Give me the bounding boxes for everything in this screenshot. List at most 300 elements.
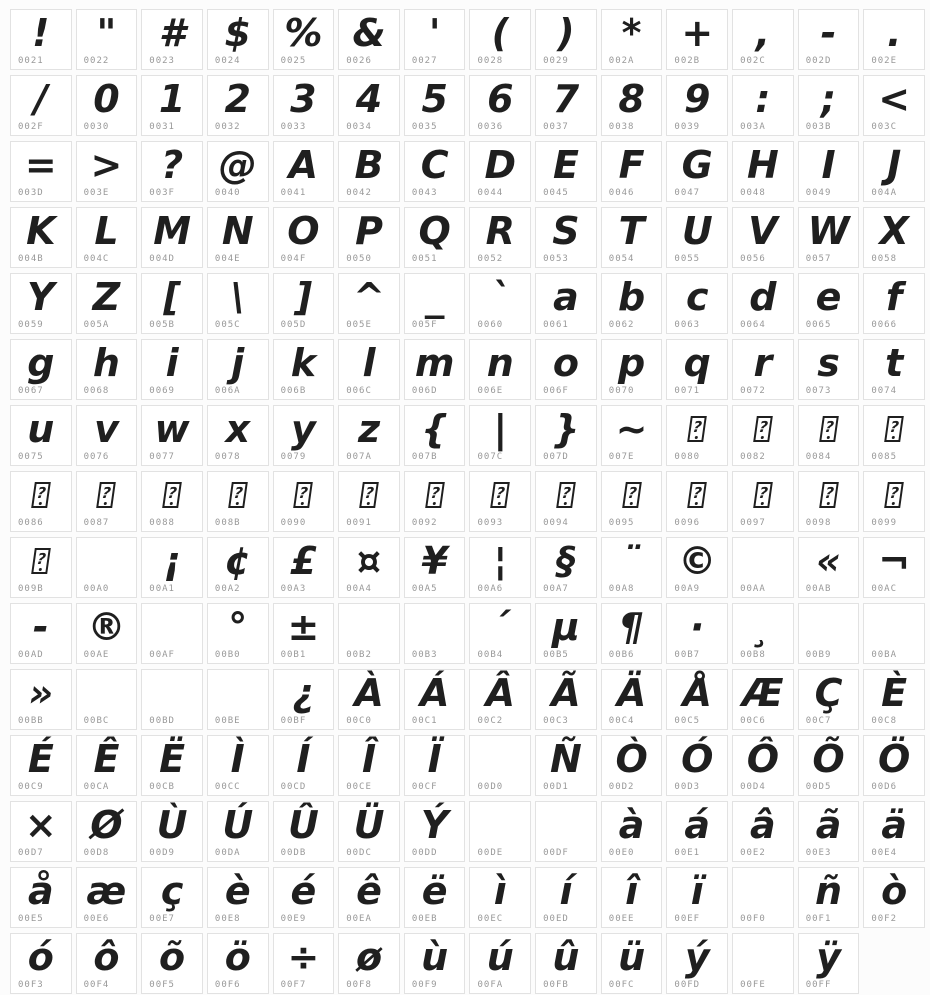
codepoint-label: 00C9 — [18, 782, 44, 792]
codepoint-label: 00AF — [149, 650, 175, 660]
codepoint-label: 00E3 — [805, 848, 832, 858]
glyph-cell — [601, 867, 663, 928]
glyph-box — [799, 538, 859, 584]
glyph-cell — [76, 867, 138, 928]
codepoint-label: 006D — [411, 386, 438, 396]
glyph-cell — [863, 735, 925, 796]
codepoint-label: 00E4 — [871, 848, 898, 858]
glyph-box — [536, 472, 596, 518]
glyph: : — [755, 77, 771, 121]
glyph-cell — [535, 141, 597, 202]
glyph-box — [339, 274, 399, 320]
codepoint-label: 0095 — [608, 518, 635, 528]
glyph-box — [11, 10, 71, 56]
glyph-cell — [10, 471, 72, 532]
glyph: & — [352, 11, 386, 55]
glyph: M — [153, 209, 192, 253]
glyph: r — [753, 341, 773, 385]
glyph-cell — [863, 141, 925, 202]
codepoint-label: 00A7 — [543, 584, 569, 594]
codepoint-label: 00DE — [477, 848, 504, 858]
glyph-box — [339, 406, 399, 452]
glyph: ù — [421, 935, 449, 979]
glyph-cell — [338, 471, 400, 532]
glyph: b — [618, 275, 646, 319]
codepoint-label: 008B — [214, 518, 241, 528]
glyph-cell — [601, 933, 663, 994]
glyph-cell — [207, 9, 269, 70]
glyph-cell — [404, 801, 466, 862]
codepoint-label: 00B7 — [674, 650, 701, 660]
glyph: Ó — [681, 737, 714, 781]
codepoint-label: 0035 — [411, 122, 438, 132]
codepoint-label: 0078 — [214, 452, 241, 462]
glyph-box — [667, 406, 727, 452]
glyph-cell — [404, 9, 466, 70]
glyph-box — [11, 868, 71, 914]
glyph-cell — [469, 735, 531, 796]
codepoint-label: 003D — [18, 188, 44, 198]
glyph: Ù — [156, 803, 188, 847]
glyph: | — [493, 407, 508, 451]
glyph-box — [536, 736, 596, 782]
codepoint-label: 00FA — [477, 980, 504, 990]
glyph-cell — [76, 9, 138, 70]
glyph: å — [27, 869, 54, 913]
glyph: Ñ — [550, 737, 582, 781]
glyph-cell — [207, 339, 269, 400]
glyph-box — [405, 868, 465, 914]
glyph-box — [602, 868, 662, 914]
glyph-box — [142, 142, 202, 188]
codepoint-label: 005C — [214, 320, 241, 330]
glyph-box — [733, 208, 793, 254]
glyph-box — [339, 670, 399, 716]
codepoint-label: 007E — [608, 452, 635, 462]
codepoint-label: 0093 — [477, 518, 504, 528]
glyph: Ë — [159, 737, 186, 781]
codepoint-label: 0045 — [543, 188, 569, 198]
glyph-box — [602, 802, 662, 848]
glyph-cell — [863, 9, 925, 70]
glyph-box — [208, 802, 268, 848]
glyph: } — [552, 407, 580, 451]
glyph-cell — [798, 273, 860, 334]
glyph-cell — [469, 141, 531, 202]
glyph: × — [24, 803, 57, 847]
glyph-box — [733, 736, 793, 782]
glyph: µ — [551, 605, 580, 649]
glyph-cell — [338, 405, 400, 466]
glyph-box — [864, 274, 924, 320]
glyph-cell — [469, 537, 531, 598]
glyph-cell — [141, 141, 203, 202]
codepoint-label: 00A0 — [83, 584, 110, 594]
glyph-box — [864, 868, 924, 914]
glyph-cell — [10, 537, 72, 598]
glyph: í — [559, 869, 573, 913]
glyph-cell — [469, 603, 531, 664]
glyph-box — [11, 670, 71, 716]
codepoint-label: 0057 — [805, 254, 832, 264]
codepoint-label: 004F — [280, 254, 307, 264]
glyph-cell — [76, 669, 138, 730]
glyph-box — [142, 670, 202, 716]
glyph: ¢ — [224, 539, 251, 583]
codepoint-label: 0090 — [280, 518, 307, 528]
glyph-box — [77, 604, 137, 650]
codepoint-label: 00A9 — [674, 584, 701, 594]
glyph-cell — [207, 471, 269, 532]
glyph-cell — [273, 867, 335, 928]
glyph-box — [864, 340, 924, 386]
glyph-box — [799, 868, 859, 914]
glyph-cell — [207, 75, 269, 136]
codepoint-label: 0075 — [18, 452, 44, 462]
glyph: { — [421, 407, 449, 451]
codepoint-label: 00C3 — [543, 716, 569, 726]
glyph-cell — [404, 471, 466, 532]
glyph-cell — [601, 735, 663, 796]
glyph: 5 — [421, 77, 448, 121]
codepoint-label: 0066 — [871, 320, 898, 330]
glyph-box — [274, 76, 334, 122]
glyph-box — [405, 406, 465, 452]
glyph-box — [208, 208, 268, 254]
codepoint-label: 0054 — [608, 254, 635, 264]
glyph-cell — [798, 141, 860, 202]
codepoint-label: 00EF — [674, 914, 701, 924]
glyph-cell — [10, 339, 72, 400]
notdef-glyph: ? — [622, 482, 642, 508]
codepoint-label: 00C8 — [871, 716, 898, 726]
glyph: ÷ — [287, 935, 320, 979]
glyph-box — [864, 406, 924, 452]
glyph-box — [470, 10, 530, 56]
glyph-box — [470, 340, 530, 386]
glyph-cell — [863, 801, 925, 862]
glyph: o — [552, 341, 580, 385]
glyph-cell — [732, 273, 794, 334]
glyph-cell — [207, 273, 269, 334]
glyph-cell — [798, 867, 860, 928]
codepoint-label: 00AA — [740, 584, 766, 594]
codepoint-label: 004B — [18, 254, 44, 264]
glyph: 3 — [290, 77, 317, 121]
codepoint-label: 0033 — [280, 122, 307, 132]
glyph-box — [208, 340, 268, 386]
glyph-box — [470, 604, 530, 650]
glyph-cell — [10, 207, 72, 268]
glyph-cell — [535, 75, 597, 136]
glyph-cell — [601, 207, 663, 268]
glyph-box — [536, 406, 596, 452]
glyph-box — [274, 604, 334, 650]
glyph-cell — [141, 273, 203, 334]
glyph: N — [221, 209, 254, 253]
codepoint-label: 00FD — [674, 980, 701, 990]
codepoint-label: 002E — [871, 56, 898, 66]
codepoint-label: 00F9 — [411, 980, 438, 990]
glyph-cell — [666, 933, 728, 994]
glyph-cell — [535, 207, 597, 268]
glyph: 9 — [684, 77, 711, 121]
glyph-box — [77, 736, 137, 782]
glyph-cell — [76, 75, 138, 136]
glyph-cell — [732, 537, 794, 598]
glyph-cell — [10, 867, 72, 928]
glyph-box — [11, 736, 71, 782]
glyph: ¤ — [356, 539, 382, 583]
glyph-cell — [732, 207, 794, 268]
glyph-box — [77, 538, 137, 584]
glyph-box — [470, 274, 530, 320]
codepoint-label: 00F4 — [83, 980, 110, 990]
glyph: ; — [820, 77, 837, 121]
codepoint-label: 007A — [346, 452, 372, 462]
glyph: À — [354, 671, 384, 715]
glyph-cell — [798, 669, 860, 730]
glyph: 7 — [552, 77, 580, 121]
glyph: ë — [421, 869, 448, 913]
codepoint-label: 00A1 — [149, 584, 175, 594]
glyph: Ý — [420, 803, 449, 847]
glyph-cell — [338, 933, 400, 994]
notdef-glyph: ? — [31, 548, 51, 574]
glyph: ) — [557, 11, 575, 55]
glyph: v — [94, 407, 119, 451]
codepoint-label: 00A4 — [346, 584, 372, 594]
codepoint-label: 0048 — [740, 188, 766, 198]
glyph-box — [864, 208, 924, 254]
glyph-cell — [535, 339, 597, 400]
glyph-cell — [338, 75, 400, 136]
glyph: ¸ — [753, 605, 773, 649]
glyph: Æ — [742, 671, 784, 715]
glyph: > — [90, 143, 123, 187]
glyph: p — [618, 341, 646, 385]
glyph-box — [602, 538, 662, 584]
glyph-box — [667, 472, 727, 518]
codepoint-label: 0088 — [149, 518, 175, 528]
glyph-cell — [732, 867, 794, 928]
codepoint-label: 00CA — [83, 782, 110, 792]
glyph-box — [733, 10, 793, 56]
codepoint-label: 00E6 — [83, 914, 110, 924]
glyph-cell — [469, 669, 531, 730]
codepoint-label: 00EE — [608, 914, 635, 924]
glyph-cell — [141, 867, 203, 928]
codepoint-label: 0062 — [608, 320, 635, 330]
glyph-box — [733, 802, 793, 848]
glyph-cell — [666, 339, 728, 400]
glyph: ô — [93, 935, 120, 979]
glyph-cell — [732, 339, 794, 400]
glyph: y — [290, 407, 316, 451]
codepoint-label: 00E7 — [149, 914, 175, 924]
codepoint-label: 0031 — [149, 122, 175, 132]
codepoint-label: 00BB — [18, 716, 44, 726]
codepoint-label: 0094 — [543, 518, 569, 528]
glyph-box — [274, 274, 334, 320]
glyph-cell — [535, 405, 597, 466]
glyph-box — [667, 274, 727, 320]
glyph-box — [733, 934, 793, 980]
glyph-box — [602, 10, 662, 56]
codepoint-label: 00B1 — [280, 650, 307, 660]
glyph: à — [618, 803, 645, 847]
glyph: f — [885, 275, 903, 319]
glyph-box — [142, 604, 202, 650]
codepoint-label: 0040 — [214, 188, 241, 198]
glyph-cell — [666, 141, 728, 202]
glyph: ê — [356, 869, 382, 913]
codepoint-label: 00B6 — [608, 650, 635, 660]
notdef-glyph: ? — [294, 482, 314, 508]
glyph: - — [820, 11, 837, 55]
glyph-box — [77, 142, 137, 188]
glyph-cell — [535, 735, 597, 796]
glyph: E — [552, 143, 579, 187]
codepoint-label: 0077 — [149, 452, 175, 462]
codepoint-label: 0038 — [608, 122, 635, 132]
glyph-cell — [469, 933, 531, 994]
glyph: Å — [682, 671, 712, 715]
glyph-cell — [141, 207, 203, 268]
glyph: x — [225, 407, 250, 451]
glyph-box — [274, 340, 334, 386]
glyph: Ï — [427, 737, 442, 781]
glyph-box — [11, 340, 71, 386]
glyph-cell — [601, 603, 663, 664]
glyph: ¬ — [878, 539, 911, 583]
glyph: B — [354, 143, 384, 187]
glyph-box — [799, 406, 859, 452]
codepoint-label: 00A5 — [411, 584, 438, 594]
glyph-cell — [469, 405, 531, 466]
codepoint-label: 00FC — [608, 980, 635, 990]
glyph-box — [799, 802, 859, 848]
glyph-cell — [798, 405, 860, 466]
codepoint-label: 00CF — [411, 782, 438, 792]
notdef-glyph: ? — [228, 482, 248, 508]
glyph: ± — [287, 605, 320, 649]
glyph-box — [667, 142, 727, 188]
glyph-box — [667, 868, 727, 914]
glyph-cell — [535, 273, 597, 334]
glyph-box — [142, 208, 202, 254]
glyph-box — [339, 604, 399, 650]
codepoint-label: 00D5 — [805, 782, 832, 792]
glyph-box — [405, 538, 465, 584]
glyph: ¨ — [622, 539, 642, 583]
glyph-box — [405, 10, 465, 56]
glyph-cell — [404, 669, 466, 730]
codepoint-label: 0055 — [674, 254, 701, 264]
glyph: [ — [163, 275, 181, 319]
glyph-box — [77, 670, 137, 716]
codepoint-label: 005B — [149, 320, 175, 330]
glyph-box — [208, 142, 268, 188]
glyph-cell — [404, 537, 466, 598]
glyph-box — [536, 604, 596, 650]
glyph-box — [208, 736, 268, 782]
glyph-cell — [601, 9, 663, 70]
codepoint-label: 00A3 — [280, 584, 307, 594]
codepoint-label: 0087 — [83, 518, 110, 528]
glyph-cell — [535, 9, 597, 70]
codepoint-label: 00C5 — [674, 716, 701, 726]
glyph: ÿ — [816, 935, 841, 979]
glyph-box — [799, 736, 859, 782]
glyph-box — [602, 736, 662, 782]
glyph-box — [799, 472, 859, 518]
glyph-box — [667, 208, 727, 254]
glyph: æ — [86, 869, 127, 913]
glyph-box — [142, 76, 202, 122]
glyph-cell — [273, 801, 335, 862]
glyph-box — [733, 604, 793, 650]
glyph-box — [470, 142, 530, 188]
glyph-box — [536, 538, 596, 584]
glyph-box — [602, 670, 662, 716]
glyph-box — [339, 736, 399, 782]
glyph: ´ — [490, 605, 510, 649]
glyph-cell — [798, 933, 860, 994]
glyph-cell — [535, 801, 597, 862]
glyph-box — [864, 736, 924, 782]
glyph: g — [27, 341, 55, 385]
glyph: \ — [230, 275, 245, 319]
glyph-cell — [601, 801, 663, 862]
glyph: C — [420, 143, 449, 187]
glyph-box — [536, 142, 596, 188]
codepoint-label: 00D8 — [83, 848, 110, 858]
glyph-cell — [535, 669, 597, 730]
glyph-cell — [338, 273, 400, 334]
glyph-box — [274, 538, 334, 584]
codepoint-label: 00C0 — [346, 716, 372, 726]
glyph-box — [339, 472, 399, 518]
codepoint-label: 0079 — [280, 452, 307, 462]
glyph-box — [667, 340, 727, 386]
glyph-cell — [535, 867, 597, 928]
codepoint-label: 00DB — [280, 848, 307, 858]
codepoint-label: 0099 — [871, 518, 898, 528]
glyph-box — [274, 10, 334, 56]
glyph-box — [339, 868, 399, 914]
glyph-cell — [601, 405, 663, 466]
notdef-glyph: ? — [425, 482, 445, 508]
glyph-cell — [666, 207, 728, 268]
glyph: s — [817, 341, 840, 385]
glyph-cell — [404, 273, 466, 334]
glyph-box — [208, 274, 268, 320]
glyph-box — [405, 274, 465, 320]
glyph-cell — [273, 273, 335, 334]
codepoint-label: 00F3 — [18, 980, 44, 990]
glyph-box — [142, 736, 202, 782]
glyph: 4 — [355, 77, 383, 121]
glyph: H — [746, 143, 779, 187]
glyph-box — [405, 604, 465, 650]
codepoint-label: 0073 — [805, 386, 832, 396]
glyph-box — [11, 76, 71, 122]
glyph-box — [77, 934, 137, 980]
glyph: a — [553, 275, 579, 319]
glyph-cell — [863, 603, 925, 664]
notdef-glyph: ? — [753, 482, 773, 508]
